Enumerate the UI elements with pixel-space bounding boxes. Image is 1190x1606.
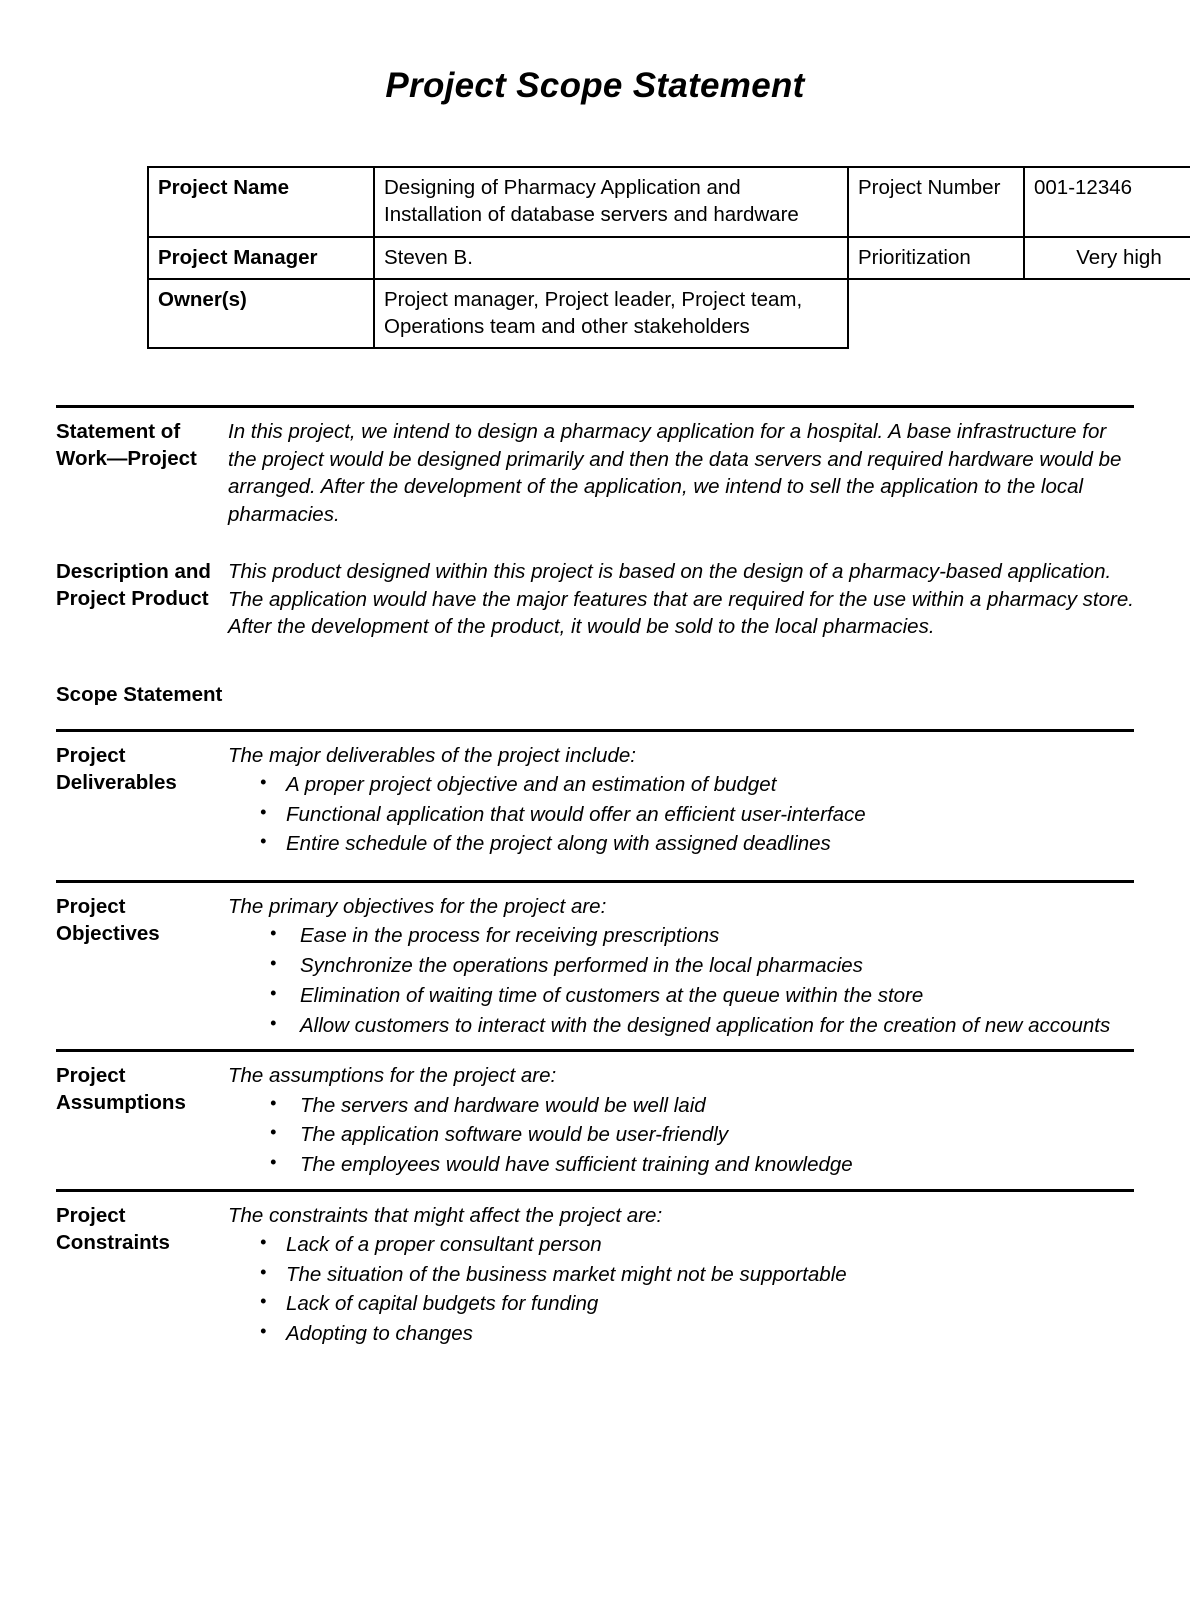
spacer — [56, 536, 1134, 548]
project-info-table — [147, 166, 1190, 349]
description-label: Description and Project Product — [56, 560, 211, 611]
project-manager-value: Steven B. — [374, 237, 848, 279]
prioritization-value: Very high — [1024, 237, 1190, 279]
section-objectives — [56, 883, 1134, 1049]
assumptions-list — [228, 1092, 1134, 1179]
constraints-label: Project Constraints — [56, 1203, 170, 1254]
list-item: • Synchronize the operations performed in the local pharmacies — [300, 952, 1134, 980]
empty-cell-1 — [848, 279, 1024, 349]
constraints-content — [228, 1202, 1134, 1350]
spacer — [56, 349, 1134, 383]
deliverables-intro: The major deliverables of the project include: — [228, 743, 636, 767]
project-manager-label: Project Manager — [148, 237, 374, 279]
list-item: • Lack of a proper consultant person — [286, 1231, 1134, 1259]
list-item: • Adopting to changes — [286, 1320, 1134, 1348]
section-constraints — [56, 1192, 1134, 1358]
statement-of-work-label: Statement of Work—Project — [56, 420, 197, 471]
spacer — [56, 649, 1134, 683]
list-item: • The servers and hardware would be well laid — [300, 1092, 1134, 1120]
assumptions-intro: The assumptions for the project are: — [228, 1064, 557, 1088]
list-item: • The situation of the business market might not be supportable — [286, 1261, 1134, 1289]
project-number-label: Project Number — [848, 167, 1024, 237]
statement-of-work-text: In this project, we intend to design a pharmacy application for a hospital. A base infrastructure for the project would be designed primarily and then the data servers and required hardware would be arranged. After the development of the application, we intend to sell the application to the local pharmacies. — [228, 420, 1122, 526]
list-item: • The employees would have sufficient training and knowledge — [300, 1151, 1134, 1179]
objectives-intro: The primary objectives for the project are: — [228, 895, 607, 919]
owners-label: Owner(s) — [148, 279, 374, 349]
project-number-value: 001-12346 — [1024, 167, 1190, 237]
list-item: • The application software would be user-friendly — [300, 1121, 1134, 1149]
assumptions-content — [228, 1062, 1134, 1180]
list-item: • A proper project objective and an estimation of budget — [286, 771, 1134, 799]
document-page — [0, 66, 1190, 1358]
section-description — [56, 548, 1134, 648]
empty-cell-2 — [1024, 279, 1190, 349]
page-title: Project Scope Statement — [385, 66, 805, 105]
spacer — [56, 383, 1134, 405]
assumptions-label: Project Assumptions — [56, 1064, 186, 1115]
deliverables-list — [228, 771, 1134, 858]
spacer — [56, 868, 1134, 880]
prioritization-label: Prioritization — [848, 237, 1024, 279]
list-item: • Lack of capital budgets for funding — [286, 1290, 1134, 1318]
scope-statement-heading: Scope Statement — [56, 682, 223, 706]
table-row — [148, 279, 1190, 349]
list-item: • Functional application that would offer an efficient user-interface — [286, 801, 1134, 829]
project-name-label: Project Name — [148, 167, 374, 237]
owners-value: Project manager, Project leader, Project team, Operations team and other stakeholders — [374, 279, 848, 349]
objectives-list — [228, 922, 1134, 1039]
table-row — [148, 237, 1190, 279]
list-item: • Ease in the process for receiving prescriptions — [300, 922, 1134, 950]
section-assumptions — [56, 1052, 1134, 1188]
constraints-list — [228, 1231, 1134, 1348]
section-deliverables — [56, 732, 1134, 868]
list-item: • Entire schedule of the project along with assigned deadlines — [286, 830, 1134, 858]
deliverables-content — [228, 742, 1134, 860]
project-name-value: Designing of Pharmacy Application and Installation of database servers and hardware — [374, 167, 848, 237]
list-item: • Elimination of waiting time of customers at the queue within the store — [300, 982, 1134, 1010]
objectives-label: Project Objectives — [56, 895, 160, 946]
spacer — [56, 707, 1134, 729]
objectives-content — [228, 893, 1134, 1041]
constraints-intro: The constraints that might affect the project are: — [228, 1203, 663, 1227]
deliverables-label: Project Deliverables — [56, 743, 177, 794]
list-item: • Allow customers to interact with the designed application for the creation of new accounts — [300, 1012, 1134, 1040]
description-text: This product designed within this project is based on the design of a pharmacy-based application. The application would have the major features that are required for the use within a pharmacy store. After the development of the product, it would be sold to the local pharmacies. — [228, 560, 1134, 639]
section-statement-of-work — [56, 408, 1134, 536]
table-row — [148, 167, 1190, 237]
